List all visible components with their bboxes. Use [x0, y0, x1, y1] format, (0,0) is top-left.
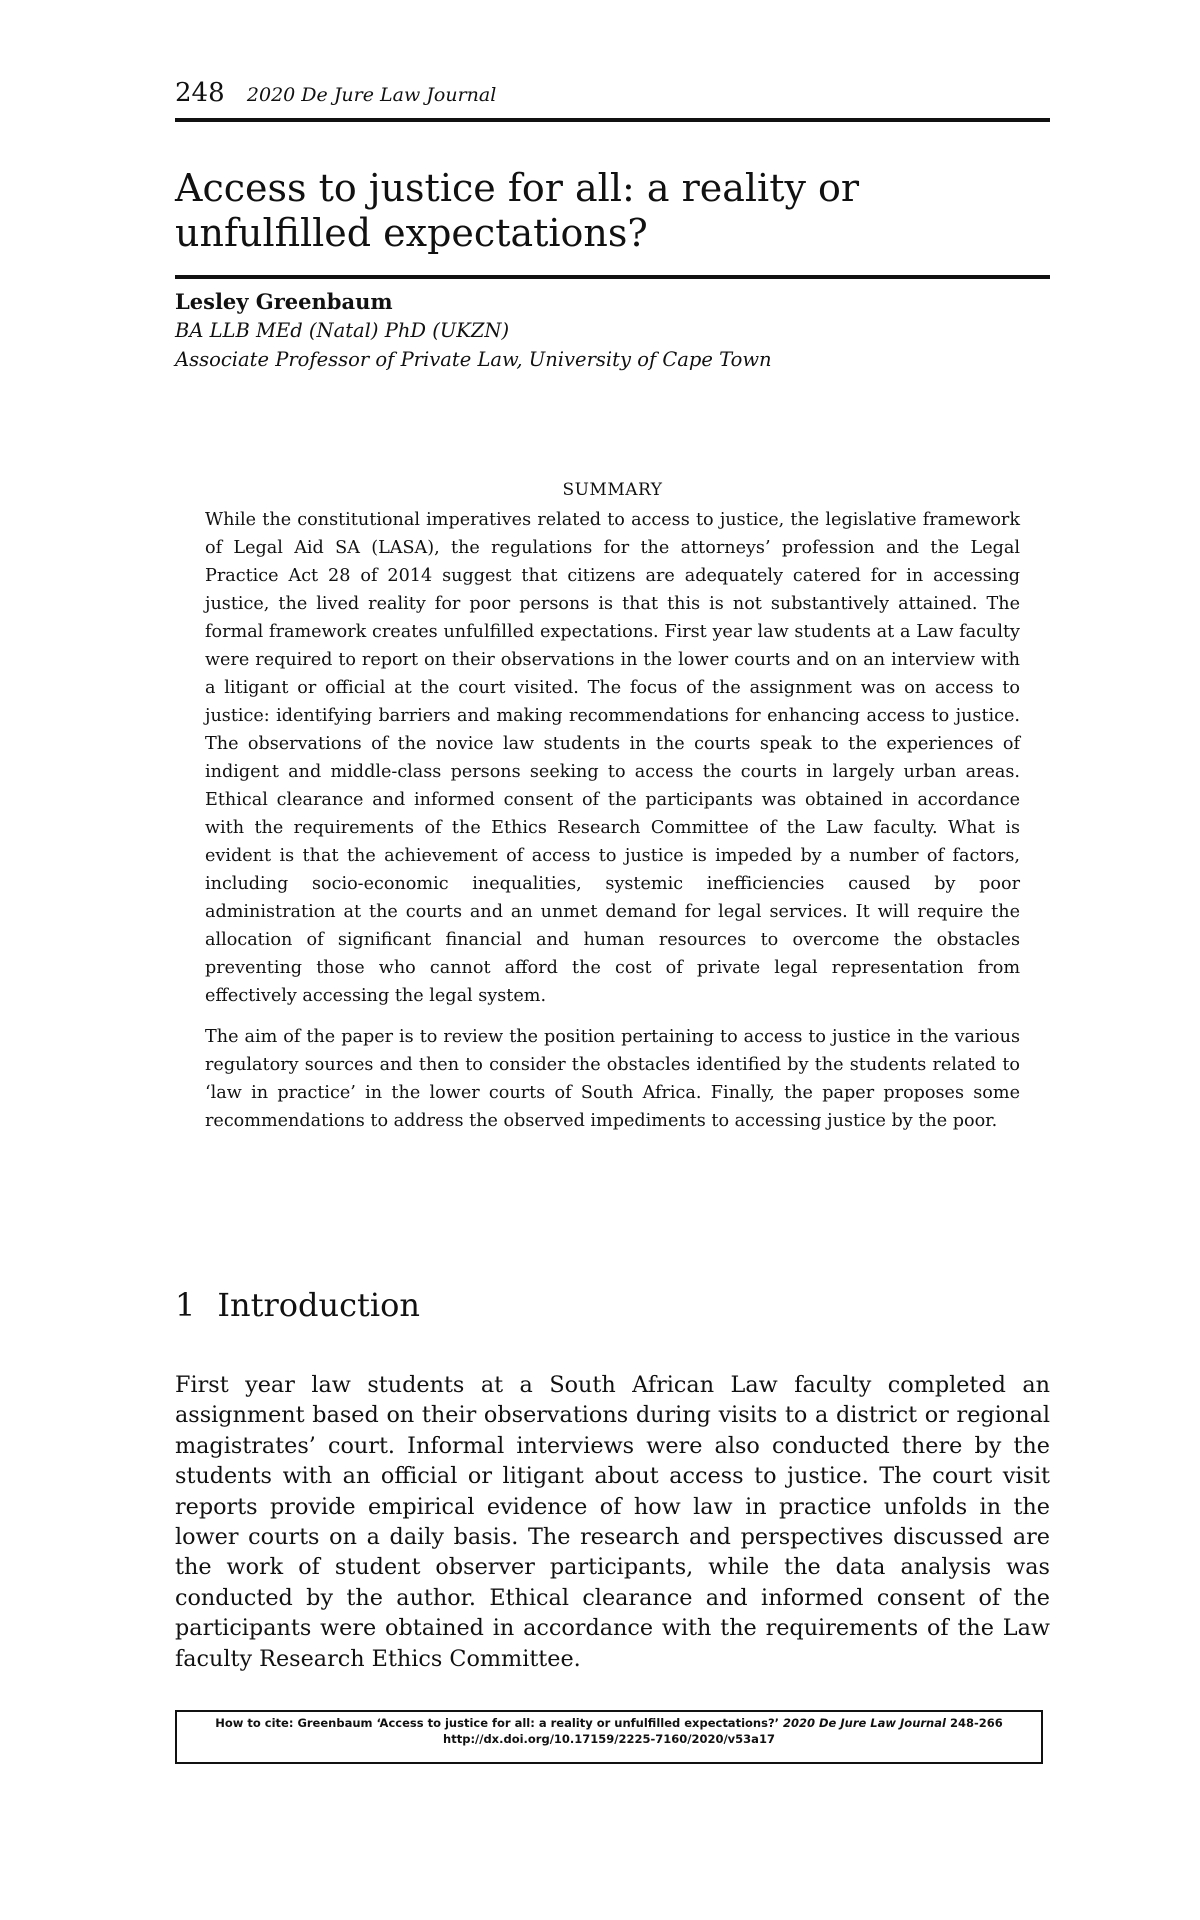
- section-title: Introduction: [217, 1286, 421, 1324]
- summary-paragraph-1: While the constitutional imperatives related to access to justice, the legislative framework of Legal Aid SA (LASA), the regulations for the attorneys’ profession and the Legal Practice Act 28 of 2014 suggest that citizens are adequately catered for in accessing justice, the lived reality for poor persons is that this is not substantively attained. The formal framework creates unfulfilled expectations. First year law students at a Law faculty were required to report on their observations in the lower courts and on an interview with a litigant or official at the court visited. The focus of the assignment was on access to justice: identifying barriers and making recommendations for enhancing access to justice. The observations of the novice law students in the courts speak to the experiences of indigent and middle-class persons seeking to access the courts in largely urban areas. Ethical clearance and informed consent of the participants was obtained in accordance with the requirements of the Ethics Research Committee of the Law faculty. What is evident is that the achievement of access to justice is impeded by a number of factors, including socio-economic inequalities, systemic inefficiencies caused by poor administration at the courts and an unmet demand for legal services. It will require the allocation of significant financial and human resources to overcome the obstacles preventing those who cannot afford the cost of private legal representation from effectively accessing the legal system.: [205, 510, 1020, 1006]
- summary-paragraph-2: The aim of the paper is to review the position pertaining to access to justice in the various regulatory sources and then to consider the obstacles identified by the students related to ‘law in practice’ in the lower courts of South Africa. Finally, the paper proposes some recommendations to address the observed impediments to accessing justice by the poor.: [205, 1027, 1020, 1131]
- section-number: 1: [175, 1286, 196, 1324]
- journal-page: [175, 0, 1050, 1920]
- page-number: 248: [175, 78, 225, 108]
- journal-name: 2020 De Jure Law Journal: [246, 84, 497, 106]
- running-header: [175, 78, 496, 110]
- citation-box: [175, 1710, 1043, 1764]
- author-affiliation: Associate Professor of Private Law, University of Cape Town: [175, 348, 772, 371]
- author-block: [175, 287, 1050, 374]
- introduction-paragraph-1: First year law students at a South African Law faculty completed an assignment based on their observations during visits to a district or regional magistrates’ court. Informal interviews were also conducted there by the students with an official or litigant about access to justice. The court visit reports provide empirical evidence of how law in practice unfolds in the lower courts on a daily basis. The research and perspectives discussed are the work of student observer participants, while the data analysis was conducted by the author. Ethical clearance and informed consent of the participants were obtained in accordance with the requirements of the Law faculty Research Ethics Committee.: [175, 1372, 1050, 1672]
- header-rule: [175, 118, 1050, 122]
- summary-heading: SUMMARY: [562, 480, 663, 500]
- summary-section: [205, 476, 1020, 1135]
- citation-line-1: [177, 1715, 1041, 1731]
- citation-prefix: How to cite: Greenbaum ‘Access to justice for all: a reality or unfulfilled expectations?’: [215, 1716, 779, 1730]
- article-title: Access to justice for all: a reality or unfulfilled expectations?: [175, 166, 860, 255]
- citation-doi[interactable]: http://dx.doi.org/10.17159/2225-7160/2020/v53a17: [443, 1732, 775, 1746]
- section-heading-introduction: [175, 1285, 420, 1325]
- title-rule: [175, 275, 1050, 279]
- author-name: Lesley Greenbaum: [175, 289, 393, 314]
- citation-pages: 248-266: [949, 1716, 1003, 1730]
- author-qualifications: BA LLB MEd (Natal) PhD (UKZN): [175, 319, 510, 342]
- citation-journal: 2020 De Jure Law Journal: [783, 1716, 946, 1730]
